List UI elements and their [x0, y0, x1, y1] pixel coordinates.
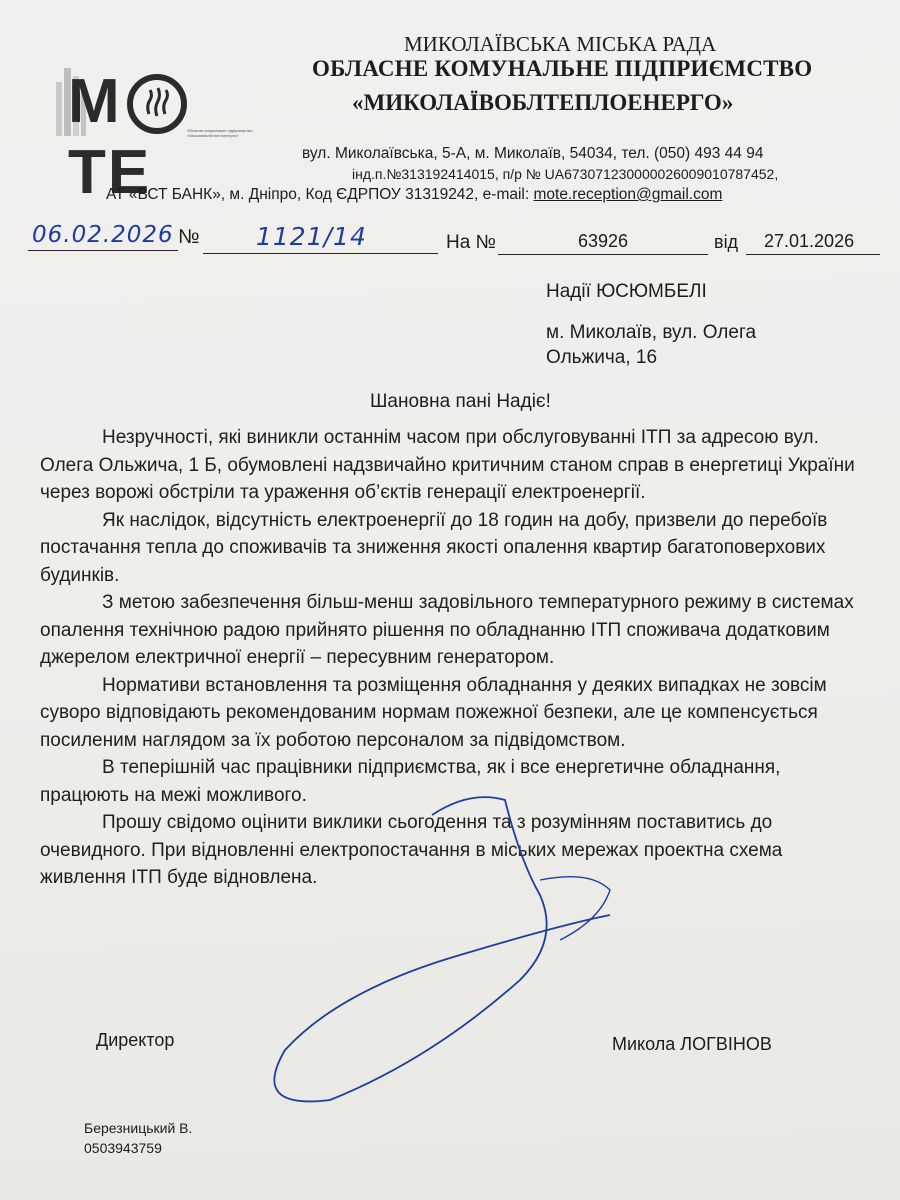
paragraph: З метою забезпечення більш-менш задовільного температурного режиму в системах опалення технічною радою прийнято рішення по обладнанню ІТП споживача додатковим джерелом електричної енергії – пересувним генератором. — [40, 592, 854, 668]
enterprise-name: «МИКОЛАЇВОБЛТЕПЛОЕНЕРГО» — [352, 90, 734, 115]
recipient-address-line2: Ольжича, 16 — [546, 347, 658, 368]
letter-body — [40, 424, 860, 892]
enterprise-type: ОБЛАСНЕ КОМУНАЛЬНЕ ПІДПРИЄМСТВО — [312, 56, 813, 81]
council-name: МИКОЛАЇВСЬКА МІСЬКА РАДА — [404, 32, 717, 56]
paragraph: Незручності, які виникли останнім часом при обслуговуванні ІТП за адресою вул. Олега Ольжича, 1 Б, обумовлені надзвичайно критичним станом справ в енергетиці України через ворожі обстріли та ураження об’єктів генерації електроенергії. — [40, 427, 855, 503]
signatory-position: Директор — [96, 1030, 175, 1050]
logo-flame-ring — [127, 74, 187, 134]
paragraph: Як наслідок, відсутність електроенергії до 18 годин на добу, призвели до перебоїв постачання тепла до споживачів та зниження якості опалення квартир багатоповерхових будинків. — [40, 509, 828, 586]
heat-waves-icon — [133, 80, 181, 128]
reference-date: 27.01.2026 — [764, 231, 855, 251]
paragraph: Нормативи встановлення та розміщення обладнання у деяких випадках не зовсім суворо відповідають рекомендованим нормам пожежної безпеки, але це компенсується посиленим наглядом за їх роботою персоналом за підвідомством. — [40, 674, 827, 751]
registration-line — [28, 222, 888, 262]
signatory-name: Микола ЛОГВІНОВ — [612, 1034, 772, 1054]
reference-number: 63926 — [578, 231, 629, 251]
contact-bank — [106, 186, 722, 204]
paragraph: Прошу свідомо оцінити виклики сьогодення та з розумінням поставитись до очевидного. При відновленні електропостачання в міських мережах проектна схема живлення ІТП буде відновлена. — [40, 812, 783, 888]
registration-number-label: № — [178, 226, 200, 248]
reference-date-label: від — [714, 232, 739, 252]
executor-phone: 0503943759 — [84, 1140, 162, 1156]
contact-bank-text: АТ «ВСТ БАНК», м. Дніпро, Код ЄДРПОУ 31319242, e-mail: — [106, 186, 534, 203]
logo-tagline: Обласне комунальне підприємство «Миколаївоблтеплоенерго» — [187, 128, 253, 138]
registration-date: 06.02.2026 — [32, 222, 174, 248]
contact-account: інд.п.№313192414015, п/р № UA673071230000026009010787452, — [352, 166, 779, 182]
mote-logo — [50, 60, 253, 207]
recipient-name: Надії ЮСЮМБЕЛІ — [546, 281, 707, 302]
contact-address: вул. Миколаївська, 5-А, м. Миколаїв, 54034, тел. (050) 493 44 94 — [302, 145, 764, 162]
executor-name: Березницький В. — [84, 1120, 193, 1136]
logo-text: MTE — [68, 67, 152, 207]
email-link[interactable]: mote.reception@gmail.com — [533, 186, 723, 203]
registration-number: 1121/14 — [256, 222, 367, 251]
greeting: Шановна пані Надіє! — [370, 391, 551, 412]
reference-label: На № — [446, 232, 496, 253]
recipient-address-line1: м. Миколаїв, вул. Олега — [546, 322, 757, 343]
paragraph: В теперішній час працівники підприємства, як і все енергетичне обладнання, працюють на межі можливого. — [40, 757, 781, 806]
